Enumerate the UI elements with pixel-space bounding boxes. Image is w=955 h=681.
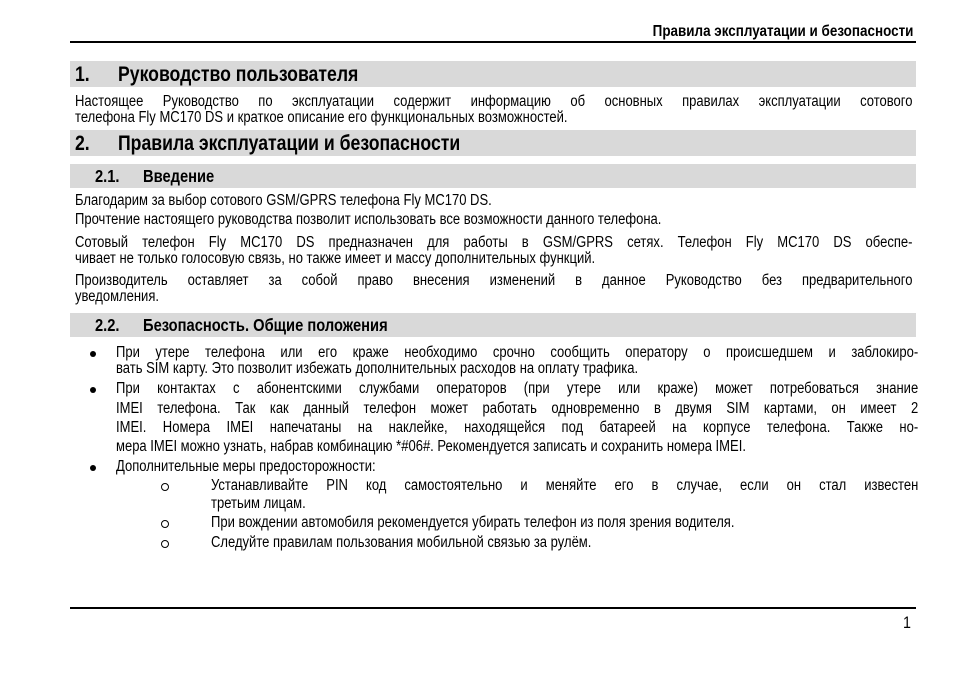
section-title: Правила эксплуатации и безопасности [118, 132, 461, 155]
section-title: Введение [143, 166, 215, 186]
footer-rule [70, 607, 916, 609]
paragraph-line: Сотовый телефон Fly MC170 DS предназначен для работы в GSM/GPRS сетях. Телефон Fly MC170 DS обеспе- [75, 234, 913, 251]
section-2-1-heading [70, 164, 916, 188]
section-number: 1. [75, 63, 90, 86]
section-1-heading [70, 61, 916, 87]
paragraph-line: Благодарим за выбор сотового GSM/GPRS телефона Fly MC170 DS. [75, 192, 492, 209]
section-number: 2.2. [95, 315, 120, 335]
sub-bullet-icon [161, 540, 169, 548]
bullet-line: IMEI телефона. Так как данный телефон может работать одновременно в двумя SIM картами, он имеет 2 [116, 400, 919, 417]
sub-bullet-line: При вождении автомобиля рекомендуется убирать телефон из поля зрения водителя. [211, 514, 735, 531]
bullet-line: При утере телефона или его краже необходимо срочно сообщить оператору о происшедшем и заблокиро- [116, 344, 919, 361]
bullet-icon [90, 351, 96, 357]
section-number: 2.1. [95, 166, 120, 186]
sub-bullet-line: Следуйте правилам пользования мобильной связью за рулём. [211, 534, 592, 551]
section-number: 2. [75, 132, 90, 155]
bullet-line: IMEI. Номера IMEI напечатаны на наклейке, находящейся под батареей на корпусе телефона. Также но- [116, 419, 919, 436]
running-header: Правила эксплуатации и безопасности [652, 23, 913, 40]
paragraph-line: Производитель оставляет за собой право внесения изменений в данное Руководство без предварительного [75, 272, 913, 289]
sub-bullet-icon [161, 483, 169, 491]
bullet-line: мера IMEI можно узнать, набрав комбинацию *#06#. Рекомендуется записать и сохранить номера IMEI. [116, 438, 746, 455]
paragraph-line: Настоящее Руководство по эксплуатации содержит информацию об основных правилах эксплуатации сотового [75, 93, 913, 110]
bullet-line: вать SIM карту. Это позволит избежать дополнительных расходов на оплату трафика. [116, 360, 639, 377]
section-2-2-heading [70, 313, 916, 337]
sub-bullet-icon [161, 520, 169, 528]
sub-bullet-line: третьим лицам. [211, 495, 306, 512]
bullet-line: Дополнительные меры предосторожности: [116, 458, 376, 475]
section-title: Руководство пользователя [118, 63, 359, 86]
paragraph-line: чивает не только голосовую связь, но также имеет и массу дополнительных функций. [75, 250, 596, 267]
section-2-heading [70, 130, 916, 156]
paragraph-line: уведомления. [75, 288, 159, 305]
section-title: Безопасность. Общие положения [143, 315, 388, 335]
page-number: 1 [903, 613, 911, 632]
bullet-line: При контактах с абонентскими службами операторов (при утере или краже) может потребоваться знание [116, 380, 919, 397]
bullet-icon [90, 387, 96, 393]
paragraph-line: телефона Fly MC170 DS и краткое описание его функциональных возможностей. [75, 109, 568, 126]
sub-bullet-line: Устанавливайте PIN код самостоятельно и меняйте его в случае, если он стал известен [211, 477, 919, 494]
bullet-icon [90, 465, 96, 471]
paragraph-line: Прочтение настоящего руководства позволит использовать все возможности данного телефона. [75, 211, 662, 228]
header-rule [70, 41, 916, 43]
